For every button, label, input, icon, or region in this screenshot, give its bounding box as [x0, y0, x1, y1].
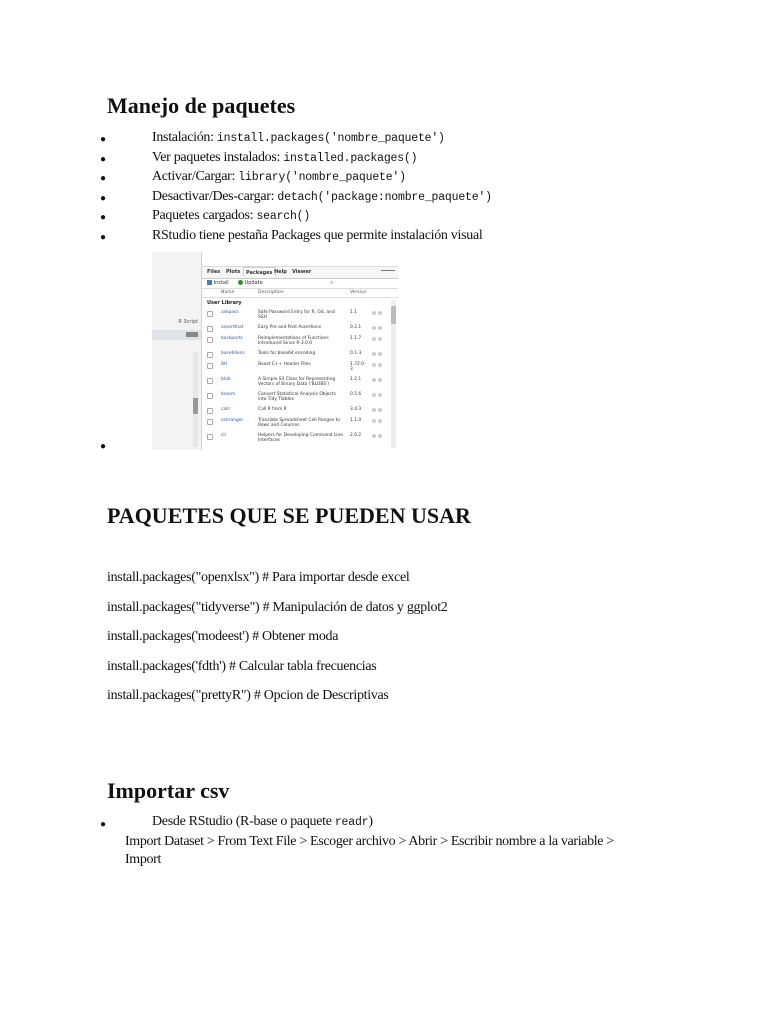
- item-label: Ver paquetes instalados:: [152, 149, 284, 165]
- bullet-icon: ●: [100, 134, 106, 145]
- item-code: detach('package:nombre_paquete'): [277, 190, 492, 204]
- command-line: install.packages('modeest') # Obtener moda: [107, 629, 339, 645]
- bullet-icon: ●: [100, 173, 106, 184]
- section-title-importar: Importar csv: [107, 778, 230, 803]
- item-label: Paquetes cargados:: [152, 208, 257, 223]
- header-version: Version: [350, 290, 367, 295]
- pane-toolbar: [202, 279, 398, 289]
- packages-pane: Files Plots Packages Help Viewer Install Update ⌕ Name Description Version User Library askpass Safe Password Entry for R, Git, and SSH 1.1 assertthat Easy Pre and Post Assertions 0.2.1 backports Reimplementations of Functions Introduced Since R-3.0.0 1.1.7 base64enc Tools for base64 encoding 0.1-3 BH Boost C++ Header Files 1.72.0-3 blob A Simple S3 Class for Representing Vectors of Binary Data ('BLOBS') 1.2.1 broom Convert Statistical Analysis Objects into Tidy Tibbles 0.5.6 callr Call R from R 3.4.3 cellranger Translate Spreadsheet Cell Ranges to Rows and Columns 1.1.0 cli Helpers for Developing Command Line Interfaces 2.0.2: [202, 252, 398, 450]
- console-toolbar: [152, 330, 201, 340]
- tab-files: Files: [207, 269, 221, 275]
- command-line: install.packages("openxlsx") # Para importar desde excel: [107, 570, 410, 585]
- section-title-manejo: Manejo de paquetes: [107, 93, 296, 118]
- item-code: installed.packages(): [283, 151, 418, 165]
- scrollbar: [391, 300, 396, 448]
- item-label: Instalación:: [152, 130, 217, 145]
- package-commands-list: [100, 130, 720, 247]
- tab-packages: Packages: [243, 267, 276, 276]
- item-label: RStudio tiene pestaña Packages que permite instalación visual: [152, 227, 483, 243]
- tab-plots: Plots: [226, 269, 241, 275]
- item-label: Desde RStudio (R-base o paquete: [152, 814, 335, 829]
- bullet-icon: ●: [100, 212, 106, 223]
- list-item: [100, 228, 720, 248]
- list-item: [100, 189, 720, 209]
- editor-pane: [152, 252, 202, 450]
- rstudio-packages-screenshot: [152, 252, 398, 450]
- update-icon: [238, 280, 243, 285]
- table-header: [202, 289, 398, 298]
- user-library-label: User Library: [207, 300, 242, 306]
- item-label: Activar/Cargar:: [152, 169, 239, 184]
- section-title-paquetes: PAQUETES QUE SE PUEDEN USAR: [107, 503, 471, 528]
- bullet-icon: ●: [100, 192, 106, 204]
- command-line: install.packages("prettyR") # Opcion de Descriptivas: [107, 688, 389, 704]
- maximize-icon: [381, 270, 395, 276]
- tab-viewer: Viewer: [292, 269, 312, 275]
- list-item: [100, 130, 720, 150]
- header-name: Name: [221, 290, 235, 295]
- scrollbar: [193, 352, 198, 447]
- tab-help: Help: [274, 269, 287, 275]
- item-code: readr: [334, 816, 369, 829]
- install-icon: [207, 280, 212, 285]
- bullet-icon: ●: [100, 819, 107, 830]
- update-button: Update: [238, 280, 263, 286]
- import-steps: Import Dataset > From Text File > Escoger archivo > Abrir > Escribir nombre a la variable > Import: [125, 834, 614, 867]
- pane-tabs: [202, 267, 398, 279]
- header-description: Description: [258, 290, 284, 295]
- list-item: [100, 208, 720, 228]
- bullet-icon: ●: [100, 441, 107, 452]
- list-item: [100, 150, 720, 170]
- item-label: Desactivar/Des-cargar:: [152, 188, 278, 204]
- bullet-icon: ●: [100, 231, 106, 243]
- command-line: install.packages('fdth') # Calcular tabla frecuencias: [107, 658, 377, 674]
- install-button: Install: [207, 280, 229, 286]
- bullet-icon: ●: [100, 153, 106, 165]
- rscript-label: R Script: [178, 319, 198, 325]
- item-close: ): [368, 814, 373, 829]
- command-line: install.packages("tidyverse") # Manipulación de datos y ggplot2: [107, 599, 448, 615]
- list-item: [100, 169, 720, 189]
- install-commands: [107, 570, 727, 718]
- item-code: install.packages('nombre_paquete'): [216, 132, 445, 145]
- item-code: search(): [256, 210, 311, 223]
- search-icon: ⌕: [330, 279, 334, 286]
- item-code: library('nombre_paquete'): [238, 171, 406, 184]
